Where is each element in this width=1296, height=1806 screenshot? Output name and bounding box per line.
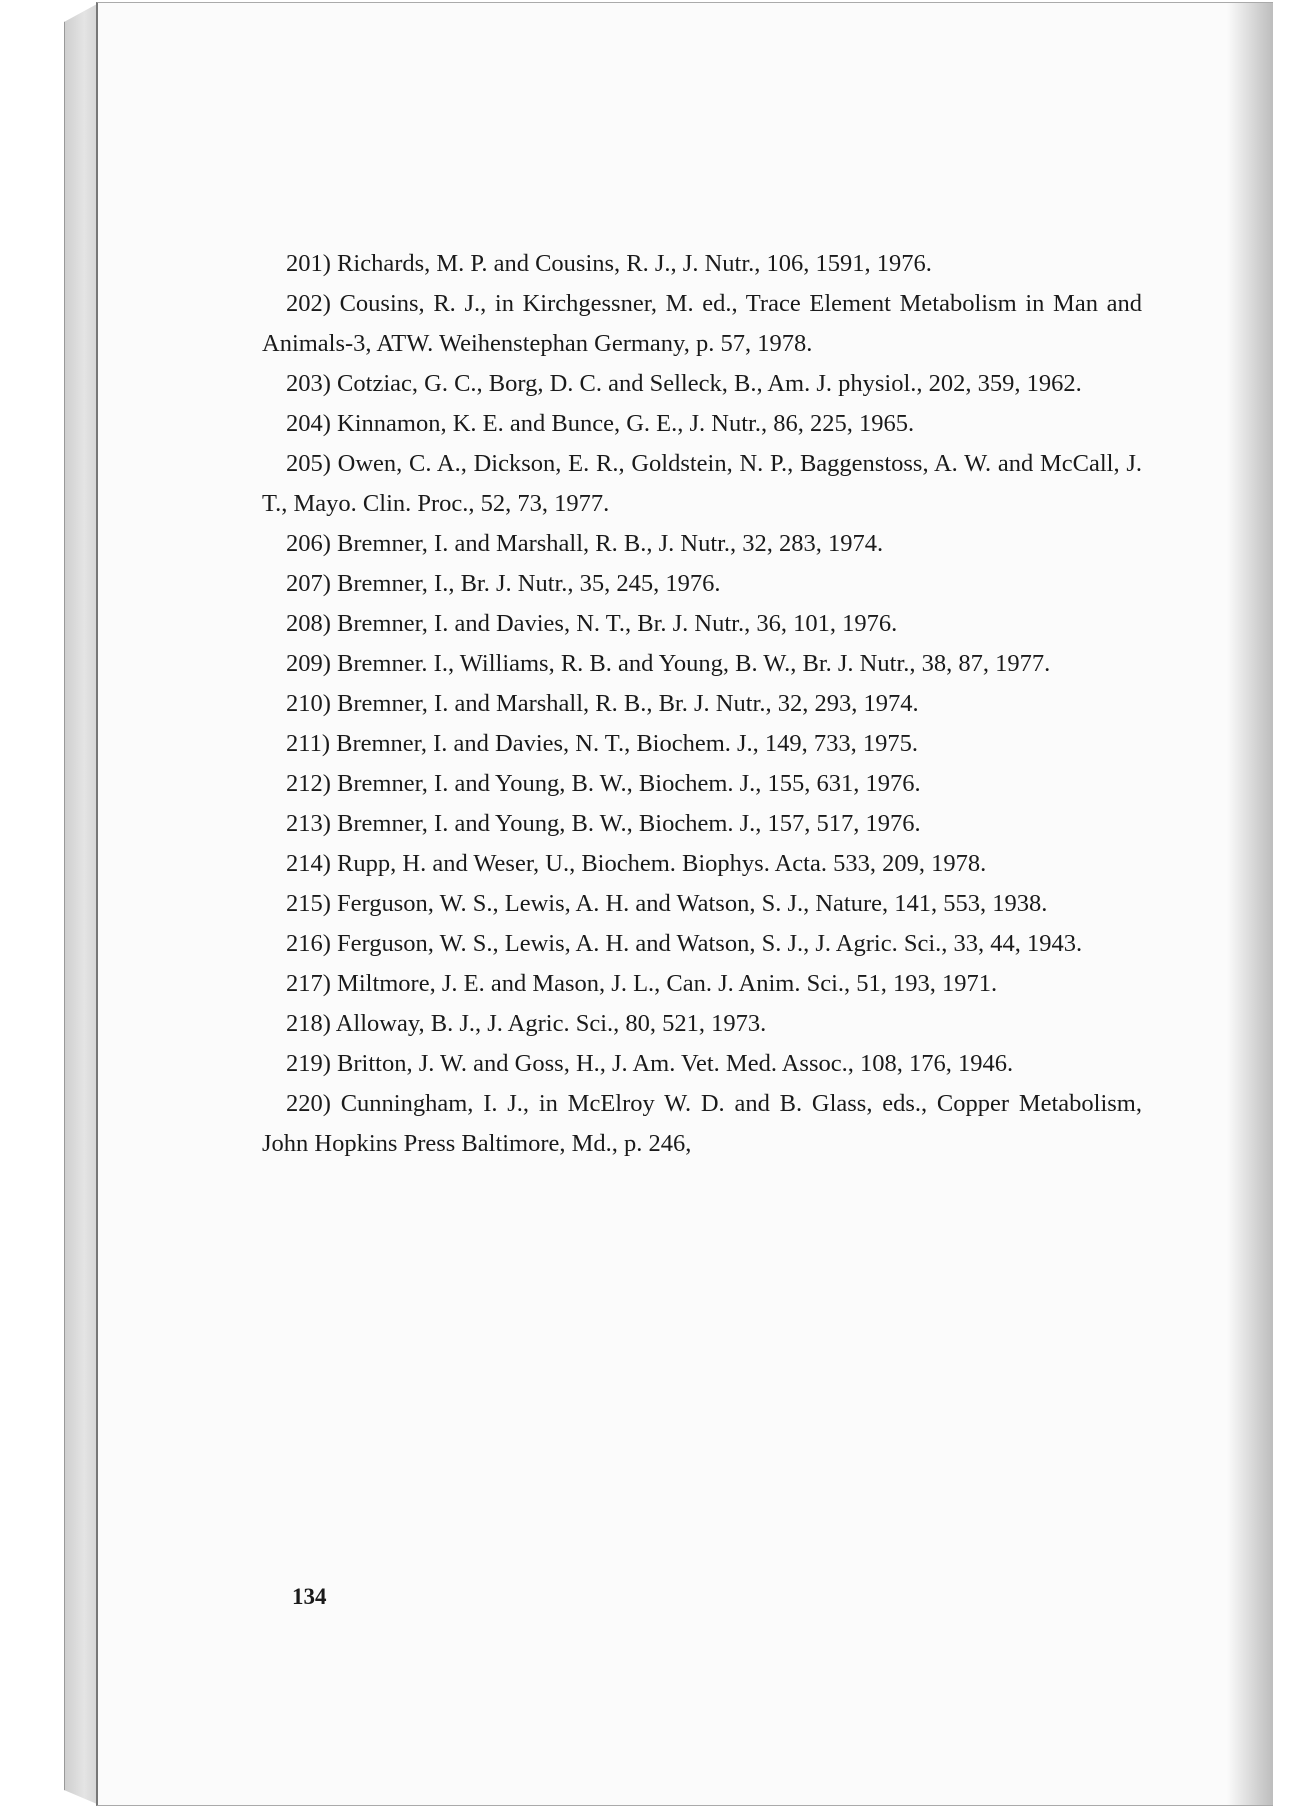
reference-text: Owen, C. A., Dickson, E. R., Goldstein, N. P., Baggenstoss, A. W. and McCall, J. T., Mayo. Clin. Proc., 52, 73, 1977. <box>262 450 1142 517</box>
reference-item <box>262 804 1142 844</box>
reference-number: 207) <box>286 570 331 597</box>
reference-item <box>262 404 1142 444</box>
reference-number: 213) <box>286 810 331 837</box>
reference-item <box>262 844 1142 884</box>
reference-item <box>262 964 1142 1004</box>
reference-item <box>262 764 1142 804</box>
reference-item <box>262 564 1142 604</box>
reference-number: 214) <box>286 850 331 877</box>
reference-number: 204) <box>286 410 331 437</box>
reference-item <box>262 604 1142 644</box>
reference-item <box>262 1084 1142 1164</box>
reference-number: 203) <box>286 370 331 397</box>
reference-item <box>262 924 1142 964</box>
reference-number: 217) <box>286 970 331 997</box>
reference-item <box>262 244 1142 284</box>
reference-text: Bremner, I. and Young, B. W., Biochem. J., 155, 631, 1976. <box>337 770 921 797</box>
reference-number: 216) <box>286 930 331 957</box>
reference-number: 209) <box>286 650 331 677</box>
reference-number: 201) <box>286 250 331 277</box>
reference-number: 202) <box>286 290 331 317</box>
reference-number: 211) <box>286 730 330 757</box>
reference-number: 205) <box>286 450 331 477</box>
reference-text: Cunningham, I. J., in McElroy W. D. and B. Glass, eds., Copper Metabolism, John Hopkins Press Baltimore, Md., p. 246, <box>262 1090 1142 1157</box>
reference-text: Bremner. I., Williams, R. B. and Young, B. W., Br. J. Nutr., 38, 87, 1977. <box>337 650 1051 677</box>
reference-text: Bremner, I., Br. J. Nutr., 35, 245, 1976. <box>337 570 721 597</box>
reference-text: Miltmore, J. E. and Mason, J. L., Can. J. Anim. Sci., 51, 193, 1971. <box>337 970 998 997</box>
reference-item <box>262 684 1142 724</box>
reference-text: Bremner, I. and Davies, N. T., Br. J. Nutr., 36, 101, 1976. <box>337 610 898 637</box>
reference-text: Bremner, I. and Marshall, R. B., Br. J. Nutr., 32, 293, 1974. <box>337 690 919 717</box>
page-edge-shadow <box>1227 3 1273 1805</box>
reference-number: 218) <box>286 1010 331 1037</box>
reference-item <box>262 1004 1142 1044</box>
reference-number: 206) <box>286 530 331 557</box>
reference-text: Ferguson, W. S., Lewis, A. H. and Watson, S. J., Nature, 141, 553, 1938. <box>337 890 1048 917</box>
reference-list <box>262 244 1142 1164</box>
book-spine <box>64 4 97 1804</box>
reference-item <box>262 644 1142 684</box>
reference-text: Cousins, R. J., in Kirchgessner, M. ed., Trace Element Metabolism in Man and Animals-3, ATW. Weihenstephan Germany, p. 57, 1978. <box>262 290 1142 357</box>
reference-text: Bremner, I. and Davies, N. T., Biochem. J., 149, 733, 1975. <box>336 730 919 757</box>
reference-item <box>262 444 1142 524</box>
reference-text: Cotziac, G. C., Borg, D. C. and Selleck, B., Am. J. physiol., 202, 359, 1962. <box>337 370 1082 397</box>
reference-item <box>262 724 1142 764</box>
reference-text: Ferguson, W. S., Lewis, A. H. and Watson, S. J., J. Agric. Sci., 33, 44, 1943. <box>337 930 1083 957</box>
reference-number: 208) <box>286 610 331 637</box>
reference-text: Rupp, H. and Weser, U., Biochem. Biophys. Acta. 533, 209, 1978. <box>337 850 987 877</box>
reference-number: 219) <box>286 1050 331 1077</box>
reference-number: 215) <box>286 890 331 917</box>
reference-text: Alloway, B. J., J. Agric. Sci., 80, 521, 1973. <box>335 1010 767 1037</box>
reference-number: 220) <box>286 1090 331 1117</box>
reference-text: Kinnamon, K. E. and Bunce, G. E., J. Nutr., 86, 225, 1965. <box>337 410 915 437</box>
reference-item <box>262 284 1142 364</box>
reference-text: Bremner, I. and Marshall, R. B., J. Nutr., 32, 283, 1974. <box>337 530 884 557</box>
reference-text: Bremner, I. and Young, B. W., Biochem. J., 157, 517, 1976. <box>337 810 921 837</box>
reference-text: Richards, M. P. and Cousins, R. J., J. Nutr., 106, 1591, 1976. <box>337 250 932 277</box>
reference-item <box>262 1044 1142 1084</box>
reference-number: 212) <box>286 770 331 797</box>
reference-item <box>262 884 1142 924</box>
page-number: 134 <box>292 1584 327 1609</box>
reference-number: 210) <box>286 690 331 717</box>
reference-text: Britton, J. W. and Goss, H., J. Am. Vet. Med. Assoc., 108, 176, 1946. <box>337 1050 1014 1077</box>
reference-item <box>262 364 1142 404</box>
reference-item <box>262 524 1142 564</box>
